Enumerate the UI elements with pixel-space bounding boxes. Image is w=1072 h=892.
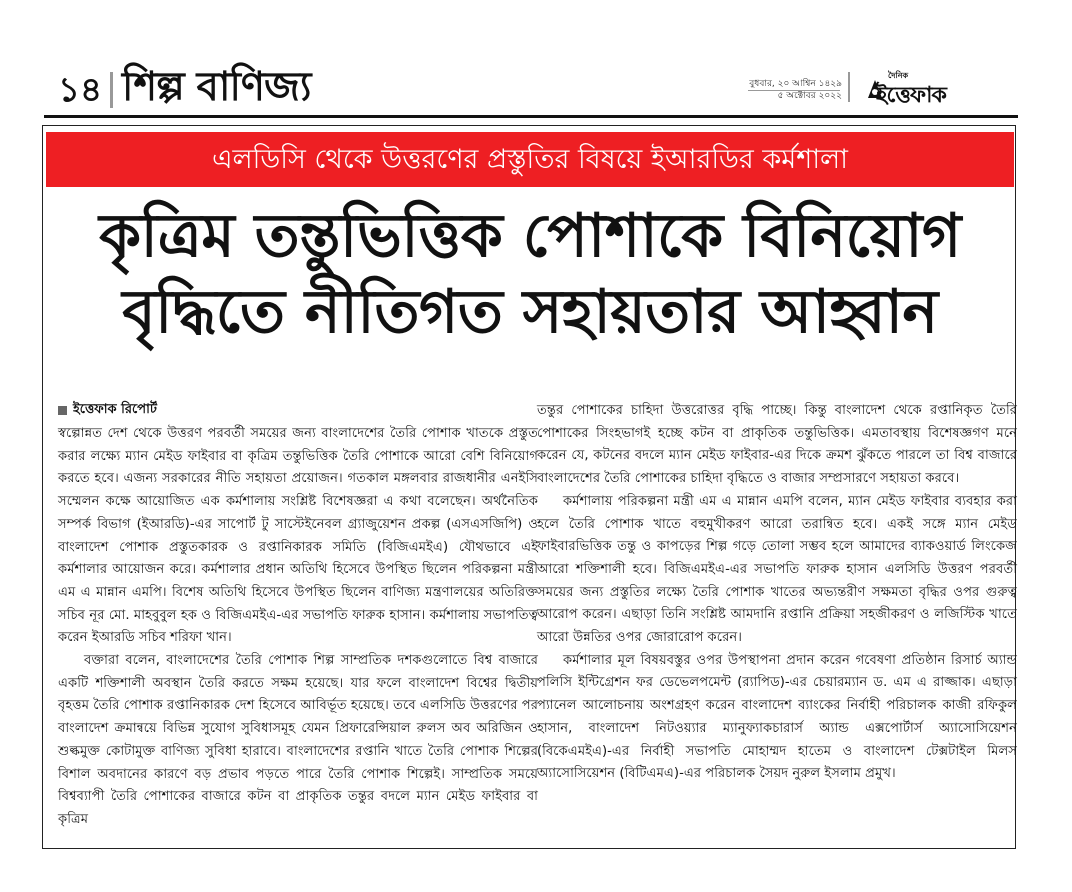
article-kicker: এলডিসি থেকে উত্তরণের প্রস্তুতির বিষয়ে ইআরডির কর্মশালা [46,132,1014,187]
paragraph: বক্তারা বলেন, বাংলাদেশের তৈরি পোশাক শিল্প সাম্প্রতিক দশকগুলোতে বিশ্ব বাজারে একটি শক্তিশালী অবস্থান তৈরি করতে সক্ষম হয়েছে। যার ফলে বাংলাদেশ বিশ্বের দ্বিতীয় বৃহত্তম তৈরি পোশাক রপ্তানিকারক দেশ হিসেবে আবির্ভূত হয়েছে। তবে এলসিডি উত্তরণের পর বাংলাদেশ ক্রমান্বয়ে বিভিন্ন সুযোগ সুবিধাসমূহ যেমন প্রিফারেন্সিয়াল রুলস অব অরিজিন ও শুল্কমুক্ত কোটামুক্ত বাণিজ্য সুবিধা হারাবে। বাংলাদেশের রপ্তানি খাতে তৈরি পোশাক শিল্পের বিশাল অবদানের কারণে বড় প্রভাব পড়তে পারে তৈরি পোশাক শিল্পেই। সাম্প্রতিক সময়ে বিশ্বব্যাপী তৈরি পোশাকের বাজারে কটন বা প্রাকৃতিক তন্তুর বদলে ম্যান মেইড ফাইবার বা কৃত্রিম [58,653,538,827]
byline-square-icon [58,406,67,415]
paragraph: স্বল্পোন্নত দেশ থেকে উত্তরণ পরবর্তী সময়ের জন্য বাংলাদেশের তৈরি পোশাক খাতকে প্রস্তুত করার লক্ষ্যে ম্যান মেইড ফাইবার বা কৃত্রিম তন্তুভিত্তিক তৈরি পোশাকে আরো বেশি বিনিয়োগ করতে হবে। এজন্য সরকারের নীতি সহায়তা প্রয়োজন। গতকাল মঙ্গলবার রাজধানীর এনইসি সম্মেলন কক্ষে আয়োজিত এক কর্মশালায় সংশ্লিষ্ট বিশেষজ্ঞরা এ কথা বলেছেন। অর্থনৈতিক সম্পর্ক বিভাগ (ইআরডি)-এর সাপোর্ট টু সাস্টেইনেবল গ্র্যাজুয়েশন প্রকল্প (এসএসজিপি) ও বাংলাদেশ পোশাক প্রস্তুতকারক ও রপ্তানিকারক সমিতি (বিজিএমইএ) যৌথভাবে এই কর্মশালার আয়োজন করে। কর্মশালার প্রধান অতিথি হিসেবে উপস্থিত ছিলেন পরিকল্পনা মন্ত্রী এম এ মান্নান এমপি। বিশেষ অতিথি হিসেবে উপস্থিত ছিলেন বাণিজ্য মন্ত্রণালয়ের অতিরিক্ত সচিব নূর মো. মাহবুবুল হক ও বিজিএমইএ-এর সভাপতি ফারুক হাসান। কর্মশালায় সভাপতিত্ব করেন ইআরডি সচিব শরিফা খান। [58,426,538,646]
paragraph: কর্মশালায় পরিকল্পনা মন্ত্রী এম এ মান্নান এমপি বলেন, ম্যান মেইড ফাইবার ব্যবহার করা হলে তৈরি পোশাক খাতে বহুমুখীকরণ আরো তরান্বিত হবে। একই সঙ্গে ম্যান মেইড ফাইবারভিত্তিক তন্তু ও কাপড়ের শিল্প গড়ে তোলা সম্ভব হলে আমাদের ব্যাকওয়ার্ড লিংকেজ আরো শক্তিশালী হবে। বিজিএমইএ-এর সভাপতি ফারুক হাসান এলসিডি উত্তরণ পরবর্তী সময়ের জন্য প্রস্তুতির লক্ষ্যে তৈরি পোশাক খাতের অভ্যন্তরীণ সক্ষমতা বৃদ্ধির ওপর গুরুত্ব আরোপ করেন। এছাড়া তিনি সংশ্লিষ্ট আমদানি রপ্তানি প্রক্রিয়া সহজীকরণ ও লজিস্টিক খাতে আরো উন্নতির ওপর জোরারোপ করেন। [537,493,1017,646]
headline-line-1: কৃত্রিম তন্তুভিত্তিক পোশাকে বিনিয়োগ [99,201,961,271]
date-rule [748,90,840,91]
headline-line-2: বৃদ্ধিতে নীতিগত সহায়তার আহ্বান [122,277,938,347]
article-column-left [58,400,538,832]
header-divider-2 [848,72,850,102]
header-divider [110,72,113,108]
article-headline [46,198,1014,350]
paragraph: কর্মশালার মূল বিষয়বস্তুর ওপর উপস্থাপনা প্রদান করেন গবেষণা প্রতিষ্ঠান রিসার্চ অ্যান্ড পলিসি ইন্টিগ্রেশন ফর ডেভেলপমেন্ট (র‍্যাপিড)-এর চেয়ারম্যান ড. এম এ রাজ্জাক। এছাড়া প্যানেল আলোচনায় অংশগ্রহণ করেন বাংলাদেশ ব্যাংকের নির্বাহী পরিচালক কাজী রফিকুল হাসান, বাংলাদেশ নিটওয়্যার ম্যানুফ্যাকচারার্স অ্যান্ড এক্সপোর্টার্স অ্যাসোসিয়েশন (বিকেএমইএ)-এর নির্বাহী সভাপতি মোহাম্মদ হাতেম ও বাংলাদেশ টেক্সটাইল মিলস অ্যাসোসিয়েশন (বিটিএমএ)-এর পরিচালক সৈয়দ নুরুল ইসলাম প্রমুখ। [537,652,1017,782]
issue-date-english: ৫ অক্টোবর ২০২২ [777,91,842,101]
byline [58,400,538,420]
header-rule [44,115,1018,118]
section-title: শিল্প বাণিজ্য [122,64,311,110]
masthead-daily-label: দৈনিক [888,71,909,80]
masthead-logo [866,70,1016,106]
issue-date-bangla: বুধবার, ২০ আশ্বিন ১৪২৯ [749,79,842,89]
article-column-right [537,400,1017,786]
byline-text: ইত্তেফাক রিপোর্ট [73,402,157,417]
page-number: ১৪ [58,70,103,110]
masthead-name: ইত্তেফাক [876,82,946,108]
paragraph: তন্তুর পোশাকের চাহিদা উত্তরোত্তর বৃদ্ধি পাচ্ছে। কিন্তু বাংলাদেশ থেকে রপ্তানিকৃত তৈরি পোশাকের সিংহভাগই হচ্ছে কটন বা প্রাকৃতিক তন্তুভিত্তিক। এমতাবস্থায় বিশেষজ্ঞগণ মনে করেন যে, কটনের বদলে ম্যান মেইড ফাইবার-এর দিকে ক্রমশ ঝুঁকতে পারলে তা বিশ্ব বাজারে বাংলাদেশের তৈরি পোশাকের চাহিদা বৃদ্ধিতে ও বাজার সম্প্রসারণে সহায়তা করবে। [537,403,1017,487]
